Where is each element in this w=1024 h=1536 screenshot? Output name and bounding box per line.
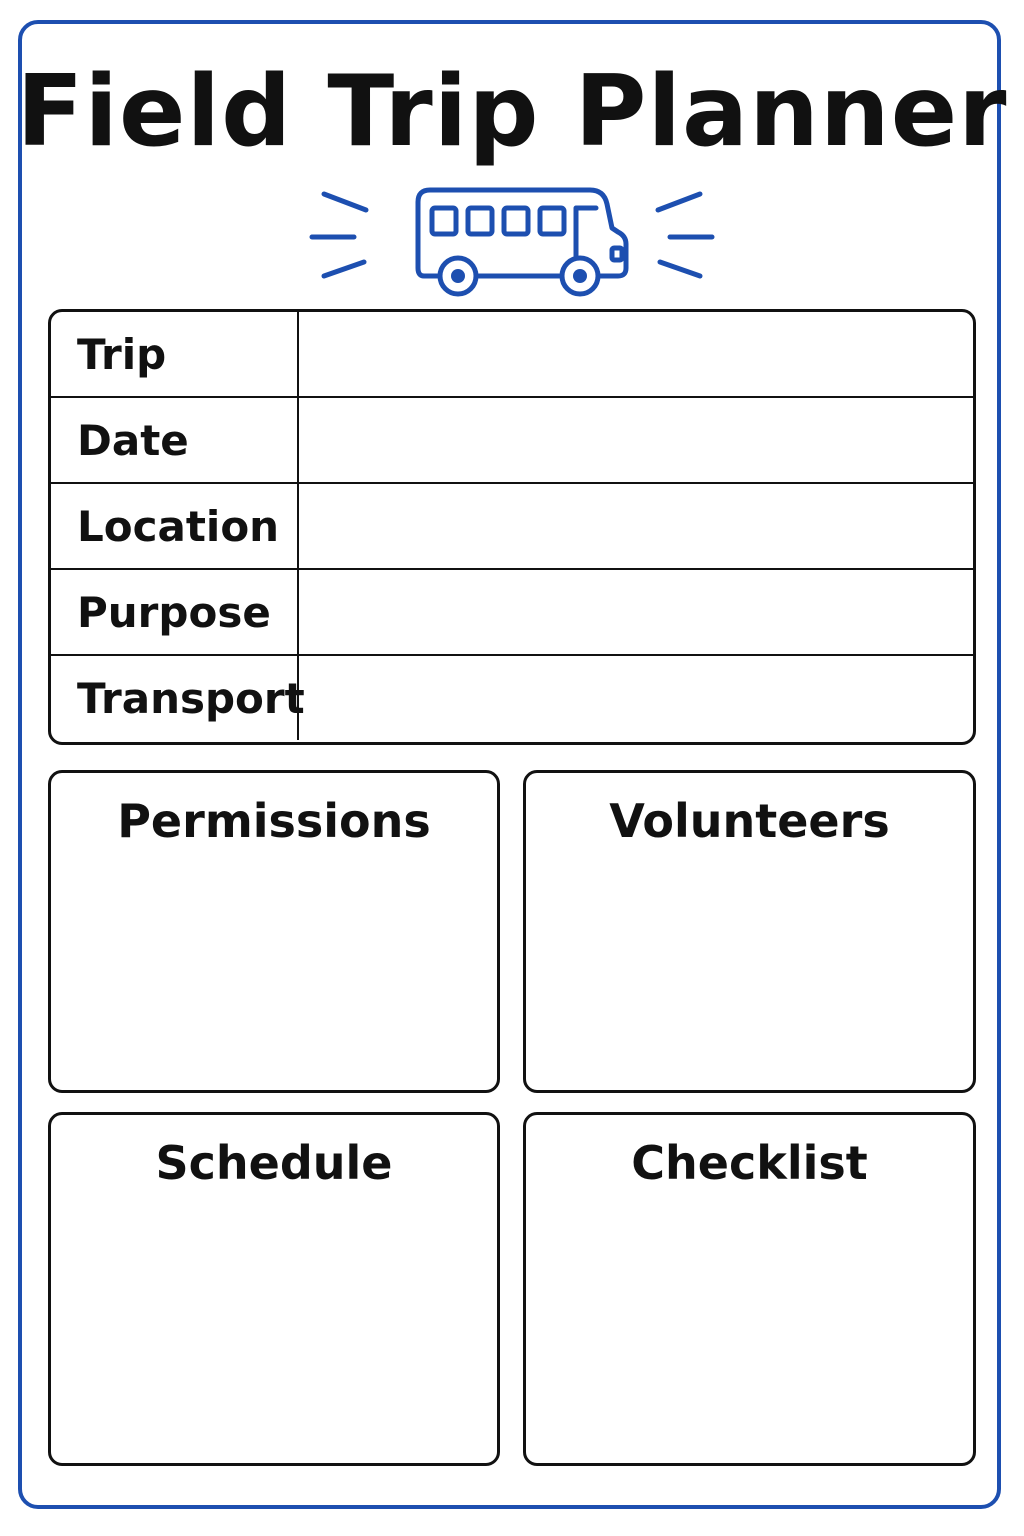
school-bus-icon: [300, 178, 724, 306]
info-label-transport: Transport: [51, 656, 299, 740]
volunteers-box[interactable]: [523, 770, 976, 1093]
purpose-field[interactable]: [299, 570, 973, 654]
info-label-purpose: Purpose: [51, 570, 299, 654]
transport-field[interactable]: [299, 656, 973, 740]
info-label-trip: Trip: [51, 312, 299, 396]
date-field[interactable]: [299, 398, 973, 482]
checklist-title: Checklist: [631, 1136, 868, 1190]
info-row-location: [51, 484, 973, 570]
info-label-location: Location: [51, 484, 299, 568]
info-row-date: [51, 398, 973, 484]
trip-info-table: [48, 309, 976, 745]
permissions-box[interactable]: [48, 770, 500, 1093]
info-row-purpose: [51, 570, 973, 656]
permissions-title: Permissions: [117, 794, 431, 848]
volunteers-title: Volunteers: [609, 794, 890, 848]
schedule-box[interactable]: [48, 1112, 500, 1466]
trip-field[interactable]: [299, 312, 973, 396]
info-label-date: Date: [51, 398, 299, 482]
schedule-title: Schedule: [155, 1136, 393, 1190]
page-title: Field Trip Planner: [16, 55, 1008, 169]
info-row-transport: [51, 656, 973, 740]
checklist-box[interactable]: [523, 1112, 976, 1466]
location-field[interactable]: [299, 484, 973, 568]
info-row-trip: [51, 312, 973, 398]
